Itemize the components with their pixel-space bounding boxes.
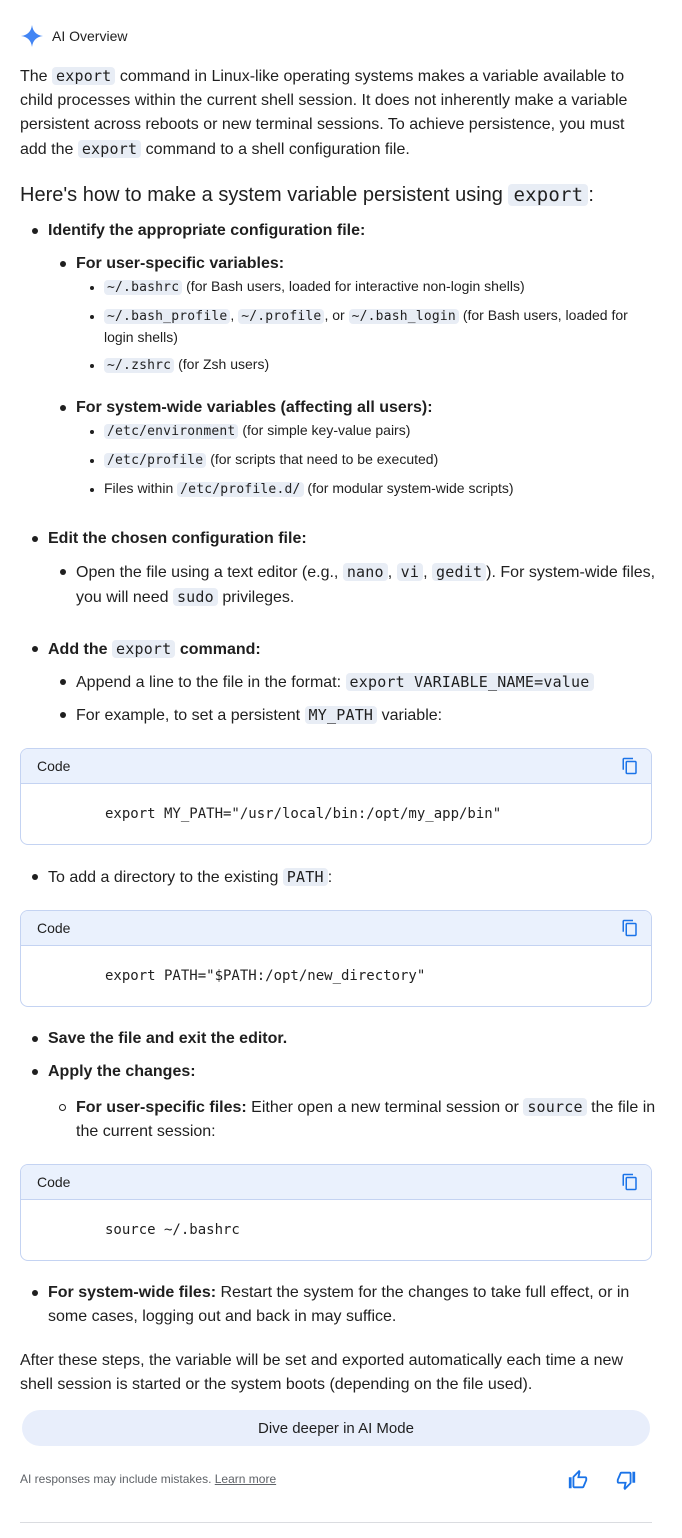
list-item: /etc/environment (for simple key-value pairs) xyxy=(104,420,652,442)
list-item: For example, to set a persistent MY_PATH variable: xyxy=(76,706,443,724)
code-label: Code xyxy=(37,1174,71,1190)
thumbs-down-button[interactable] xyxy=(612,1466,640,1494)
inline-code: export xyxy=(508,184,588,206)
list-item: To add a directory to the existing PATH : xyxy=(48,868,333,886)
copy-icon[interactable] xyxy=(621,1173,639,1191)
user-specific-files: For user-specific files: Either open a new terminal session or source the file in the current session: xyxy=(76,1098,656,1140)
dive-deeper-button[interactable]: Dive deeper in AI Mode xyxy=(22,1410,650,1446)
user-specific-variables: For user-specific variables: xyxy=(76,255,285,272)
step-apply-changes: Apply the changes: xyxy=(48,1063,196,1080)
code-text: source ~/.bashrc xyxy=(105,1222,240,1238)
copy-icon[interactable] xyxy=(621,757,639,775)
code-label: Code xyxy=(37,920,71,936)
step-identify-file: Identify the appropriate configuration file: xyxy=(48,222,366,239)
code-text: export PATH="$PATH:/opt/new_directory" xyxy=(105,968,426,984)
copy-icon[interactable] xyxy=(621,919,639,937)
thumbs-down-icon xyxy=(615,1469,637,1491)
inline-code: export xyxy=(52,67,115,85)
ai-overview-title: AI Overview xyxy=(52,28,128,44)
intro-paragraph: The export command in Linux-like operating systems makes a variable available to child processes within the current shell session. It does not inherently make a variable persistent across reboots or new terminal sessions. To achieve persistence, you must add the export command to a shell configuration file. xyxy=(20,67,628,158)
conclusion-paragraph: After these steps, the variable will be set and exported automatically each time a new shell session is started or the system boots (depending on the file used). xyxy=(20,1352,623,1393)
system-wide-files: For system-wide files: Restart the system for the changes to take full effect, or in some cases, logging out and back in may suffice. xyxy=(48,1284,630,1325)
list-item: ~/.bash_profile , ~/.profile , or ~/.bash_login (for Bash users, loaded for login shells) xyxy=(104,307,628,345)
code-block xyxy=(20,910,652,1007)
ai-overview-header xyxy=(20,24,127,48)
list-item: Open the file using a text editor (e.g., nano , vi , gedit ). For system-wide files, you will need sudo privileges. xyxy=(76,563,656,606)
system-wide-variables: For system-wide variables (affecting all users): xyxy=(76,399,433,416)
learn-more-link[interactable]: Learn more xyxy=(214,1472,277,1486)
divider xyxy=(20,1522,652,1523)
code-block xyxy=(20,748,652,845)
section-heading: Here's how to make a system variable persistent using export : xyxy=(20,184,594,206)
step-edit-file: Edit the chosen configuration file: xyxy=(48,530,307,547)
thumbs-up-icon xyxy=(567,1469,589,1491)
list-item: /etc/profile (for scripts that need to be executed) xyxy=(104,449,652,471)
disclaimer: AI responses may include mistakes. Learn more xyxy=(20,1472,277,1486)
thumbs-up-button[interactable] xyxy=(564,1466,592,1494)
list-item: Append a line to the file in the format: export VARIABLE_NAME=value xyxy=(76,670,656,695)
list-item: ~/.zshrc (for Zsh users) xyxy=(104,354,652,376)
list-item: ~/.bashrc (for Bash users, loaded for interactive non-login shells) xyxy=(104,276,652,298)
code-block xyxy=(20,1164,652,1261)
list-item: Files within /etc/profile.d/ (for modular system-wide scripts) xyxy=(104,480,514,497)
sparkle-icon xyxy=(20,24,44,48)
code-text: export MY_PATH="/usr/local/bin:/opt/my_app/bin" xyxy=(105,806,502,822)
inline-code: export xyxy=(78,140,141,158)
step-add-export: Add the export command: xyxy=(48,640,261,658)
step-save-file: Save the file and exit the editor. xyxy=(48,1030,288,1047)
code-label: Code xyxy=(37,758,71,774)
